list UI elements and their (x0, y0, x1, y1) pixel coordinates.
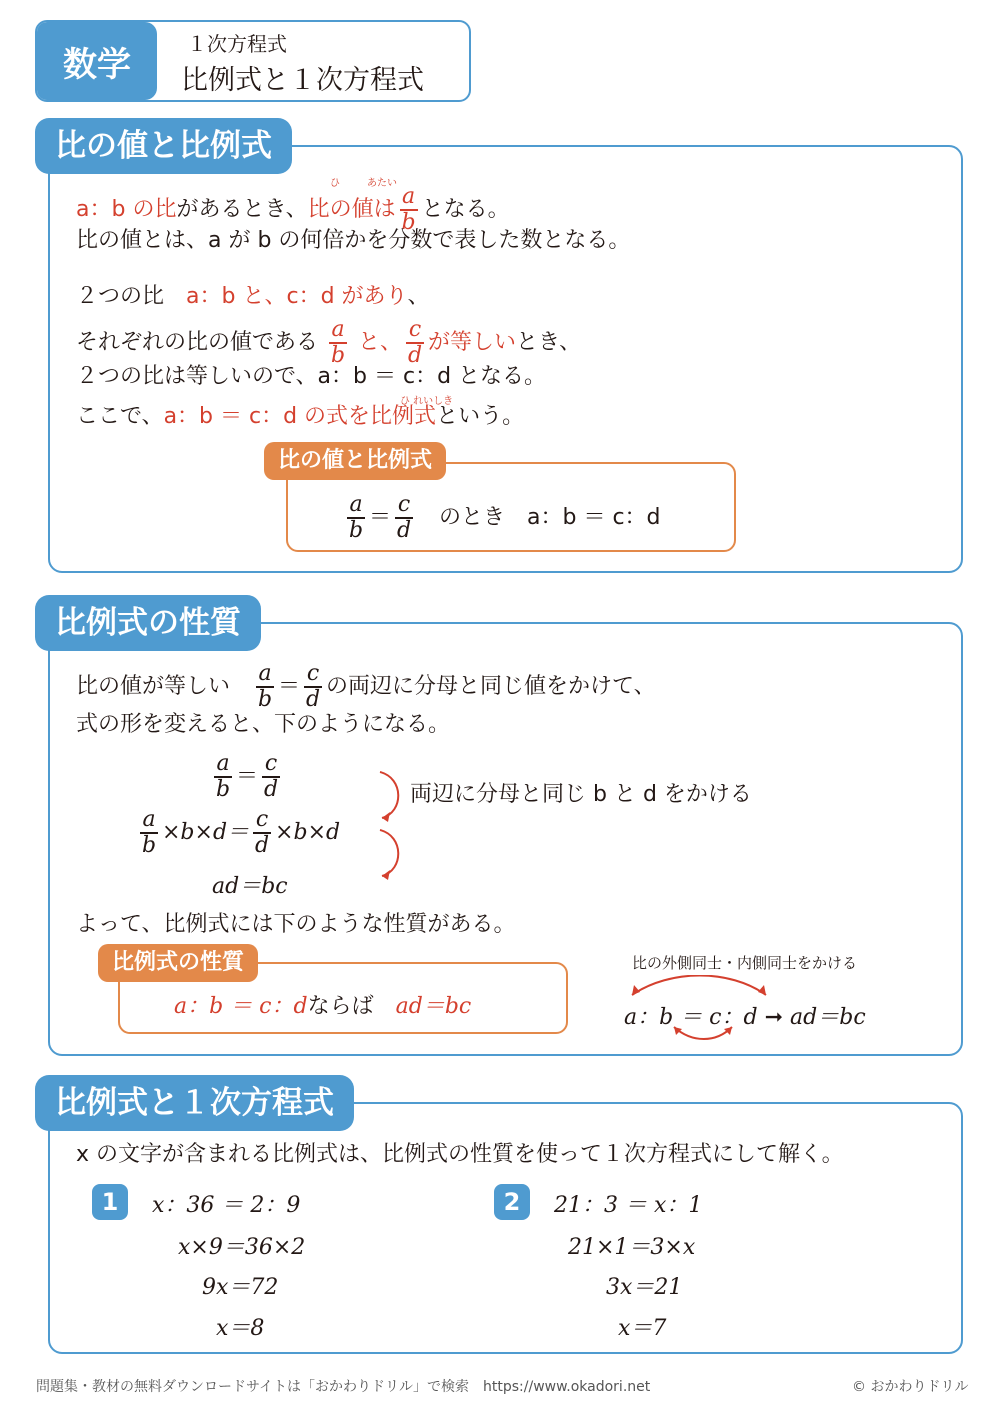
header-box (35, 20, 471, 102)
frac-den: b (401, 210, 416, 235)
ex2-line2: 21×1＝3×x (568, 1235, 696, 1260)
example2-badge: 2 (494, 1184, 530, 1220)
frac-cd: $\frac{c}{d}$ (396, 492, 412, 543)
section3-label: 比例式と１次方程式 (35, 1075, 354, 1131)
curved-arrows-icon (372, 768, 412, 884)
ex2-line4: x＝7 (618, 1316, 667, 1341)
s1-line6a: ここで、 (76, 404, 164, 429)
s2-property-label: 比例式の性質 (98, 944, 258, 982)
s2-step2 (136, 808, 340, 858)
s2-step3: ad＝bc (212, 874, 288, 899)
s1-summary-text: のとき a：b ＝ c：d (439, 505, 661, 530)
s1-line3c: 、 (407, 284, 430, 309)
s2-arrow-note: 両辺に分母と同じ b と d をかける (410, 782, 752, 807)
frac-cd: $\frac{c}{d}$ (255, 807, 270, 858)
frac-cd: $\frac{c}{d}$ (263, 751, 279, 802)
frac-ab: $\frac{a}{b}$ (348, 492, 364, 543)
s2-diagram-result: ad＝bc (790, 1005, 866, 1030)
subject-tab: 数学 (37, 22, 157, 100)
s1-line4d: とき、 (516, 330, 582, 355)
s2-diagram-ratio: a：b ＝ c：d (624, 1005, 758, 1030)
s1-value-phrase: 比の値は (307, 197, 396, 222)
s1-frac-cd: $\frac{c}{d}$ (407, 317, 423, 368)
frac-ab: $\frac{a}{b}$ (215, 751, 231, 802)
frac-ab: $\frac{a}{b}$ (257, 661, 273, 712)
section1-label: 比の値と比例式 (35, 118, 292, 174)
footer-text: 問題集・教材の無料ダウンロードサイトは「おかわりドリル」で検索 https://www.okadori.net (36, 1379, 651, 1395)
ruby-hi: ひ (330, 178, 340, 189)
ex2-line3: 3x＝21 (606, 1275, 683, 1300)
s3-intro: x の文字が含まれる比例式は、比例式の性質を使って１次方程式にして解く。 (76, 1142, 844, 1167)
s1-line6 (76, 402, 524, 432)
frac-cd: $\frac{c}{d}$ (306, 661, 321, 712)
s2-prop-b: ならば (307, 994, 374, 1019)
ex1-line2: x×9＝36×2 (178, 1235, 306, 1260)
s1-line3a: ２つの比 (76, 284, 165, 309)
s1-line5: ２つの比は等しいので、a：b ＝ c：d となる。 (76, 364, 547, 389)
s2-line1: 比の値が等しい $\frac{a}{b}$ ＝ $\frac{c}{d}$ の両辺に分母と同じ値をかけて、 (76, 661, 656, 712)
s1-line4a: それぞれの比の値である (76, 330, 319, 355)
s1-summary-label: 比の値と比例式 (264, 442, 446, 480)
s2-prop-c: ad＝bc (395, 994, 472, 1019)
s1-line6b: a：b ＝ c：d の式を比例式 (163, 404, 437, 429)
ruby-atai: あたい (367, 178, 397, 189)
s2-line1a: 比の値が等しい (76, 674, 231, 699)
s2-line1b: の両辺に分母と同じ値をかけて、 (326, 674, 656, 699)
ex2-line1: 21：3 ＝ x：1 (554, 1193, 703, 1218)
s2-step2-rest: ×b×d＝ (162, 820, 250, 845)
s1-after1: があるとき、 (176, 197, 308, 222)
s2-diagram-title: 比の外側同士・内側同士をかける (632, 954, 858, 972)
s2-diagram-eq (624, 1000, 866, 1031)
s2-line3: よって、比例式には下のような性質がある。 (76, 912, 516, 937)
s1-line4c: が等しい (428, 330, 517, 355)
s1-frac-ab2: $\frac{a}{b}$ (330, 317, 346, 368)
s1-line4 (76, 318, 581, 368)
s1-line3 (76, 282, 430, 312)
frac-ab: $\frac{a}{b}$ (141, 807, 157, 858)
s1-line4b: と、 (358, 330, 403, 355)
s2-prop-a: a：b ＝ c：d (174, 994, 308, 1019)
footer-copyright: © おかわりドリル (852, 1379, 969, 1395)
s2-step1: $\frac{a}{b}$ ＝ $\frac{c}{d}$ (215, 751, 279, 802)
s1-line6c: という。 (436, 404, 525, 429)
ex1-line3: 9x＝72 (202, 1275, 279, 1300)
s1-line2: 比の値とは、a が b の何倍かを分数で表した数となる。 (76, 228, 631, 253)
s2-step2-rest2: ×b×d (275, 820, 341, 845)
s2-property-text (174, 992, 471, 1022)
s2-line2: 式の形を変えると、下のようになる。 (76, 712, 451, 737)
example1-badge: 1 (92, 1184, 128, 1220)
s1-summary-eq: $\frac{a}{b}$ ＝ $\frac{c}{d}$ のとき a：b ＝ c：d (348, 492, 661, 543)
frac-num: a (402, 184, 416, 209)
ex1-line4: x＝8 (216, 1316, 265, 1341)
s1-after2: となる。 (421, 197, 510, 222)
s1-ratio: a：b の比 (76, 197, 177, 222)
unit-name: １次方程式 (187, 32, 287, 56)
page-title: 比例式と１次方程式 (181, 65, 424, 96)
section2-label: 比例式の性質 (35, 595, 261, 651)
s1-line3b: a：b と、c：d があり (186, 284, 408, 309)
ex1-line1: x：36 ＝ 2：9 (152, 1193, 301, 1218)
ruby-hireishiki: ひ れいしき (400, 396, 454, 407)
right-arrow-icon: ➞ (764, 1005, 784, 1030)
